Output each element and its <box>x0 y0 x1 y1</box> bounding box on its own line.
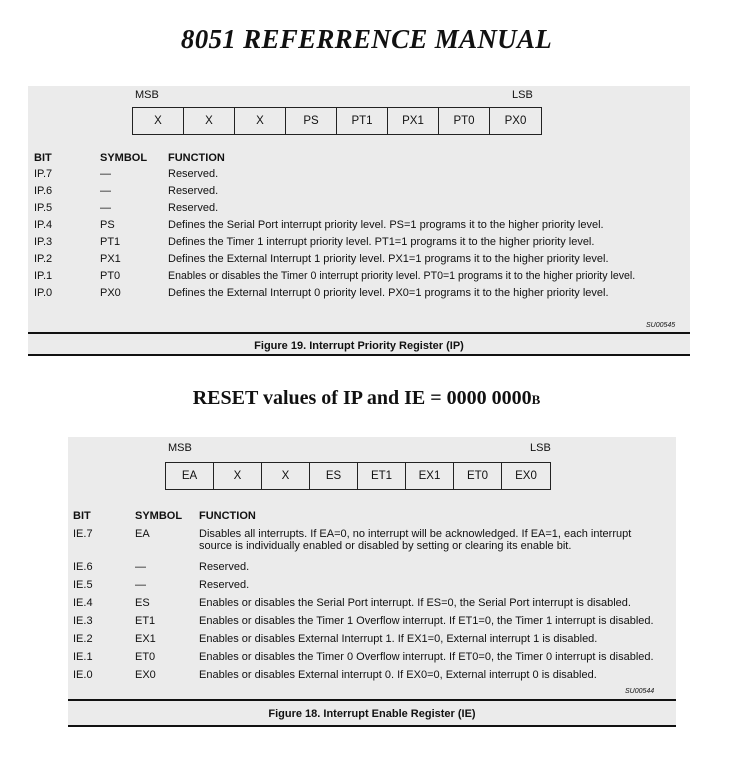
figure-caption: Figure 18. Interrupt Enable Register (IE) <box>268 708 476 720</box>
ie-header-function: FUNCTION <box>199 510 256 522</box>
function-cell: Defines the External Interrupt 1 priority level. PX1=1 programs it to the higher priority level. <box>168 253 609 265</box>
figure-caption: Figure 19. Interrupt Priority Register (IP) <box>254 340 464 352</box>
symbol-cell: ES <box>135 597 150 609</box>
divider <box>28 332 690 334</box>
ie-header-bit: BIT <box>73 510 91 522</box>
symbol-cell: — <box>100 202 111 214</box>
function-cell: Defines the External Interrupt 0 priority level. PX0=1 programs it to the higher priority level. <box>168 287 609 299</box>
ip-register-figure <box>28 86 690 356</box>
function-cell: Reserved. <box>168 202 219 214</box>
ie-bit-cell: EX0 <box>515 470 537 482</box>
figure-code: SU00544 <box>625 688 655 695</box>
symbol-cell: PT1 <box>100 236 121 248</box>
ie-msb-label: MSB <box>168 442 192 454</box>
divider <box>68 725 676 727</box>
ie-bit-field-box <box>165 462 551 490</box>
ie-bit-cell: ES <box>310 463 358 489</box>
ie-bit-cell: EA <box>166 463 214 489</box>
function-cell: Enables or disables the Serial Port interrupt. If ES=0, the Serial Port interrupt is disabled. <box>199 597 631 609</box>
symbol-cell: PT0 <box>100 270 121 282</box>
function-cell: Reserved. <box>199 579 250 591</box>
ie-header-symbol: SYMBOL <box>135 510 183 522</box>
symbol-cell: EA <box>135 528 150 540</box>
bit-cell: IE.7 <box>73 528 93 540</box>
bit-cell: IP.6 <box>34 185 53 197</box>
function-cell: Enables or disables External interrupt 0. If EX0=0, External interrupt 0 is disabled. <box>199 669 597 681</box>
bit-cell: IE.2 <box>73 633 93 645</box>
ip-bit-cell: PX1 <box>388 108 439 134</box>
ip-bit-cell: X <box>235 108 286 134</box>
function-line: source is individually enabled or disabled by setting or clearing its enable bit. <box>199 540 572 552</box>
symbol-cell: PS <box>100 219 115 231</box>
ip-lsb-label: LSB <box>512 89 533 101</box>
symbol-cell: — <box>135 579 146 591</box>
page-title: 8051 REFERRENCE MANUAL <box>180 24 553 54</box>
reset-text: RESET values of IP and IE = 0000 0000 <box>192 387 532 409</box>
ie-bit-cell: ET0 <box>454 463 502 489</box>
ip-header-bit: BIT <box>34 152 52 164</box>
function-cell <box>199 528 631 552</box>
ie-register-figure <box>68 437 676 727</box>
ip-bit-field-box <box>132 107 542 135</box>
ip-header-function: FUNCTION <box>168 152 225 164</box>
function-cell: Enables or disables the Timer 0 Overflow interrupt. If ET0=0, the Timer 0 interrupt is disabled. <box>199 651 654 663</box>
bit-cell: IP.7 <box>34 168 53 180</box>
function-cell: Enables or disables the Timer 1 Overflow interrupt. If ET1=0, the Timer 1 interrupt is disabled. <box>199 615 654 627</box>
bit-cell: IE.6 <box>73 561 93 573</box>
ip-bit-cell: PX0 <box>504 115 527 127</box>
ip-bit-cell: PT0 <box>439 108 490 134</box>
bit-cell: IE.4 <box>73 597 93 609</box>
ie-bit-cell: ET1 <box>358 463 406 489</box>
symbol-cell: ET0 <box>135 651 156 663</box>
divider <box>28 354 690 356</box>
bit-cell: IP.0 <box>34 287 53 299</box>
symbol-cell: EX0 <box>135 669 156 681</box>
bit-cell: IE.3 <box>73 615 93 627</box>
bit-cell: IE.1 <box>73 651 93 663</box>
ie-bit-cell: X <box>214 463 262 489</box>
function-line: Disables all interrupts. If EA=0, no interrupt will be acknowledged. If EA=1, each interrupt <box>199 528 632 540</box>
function-cell: Defines the Timer 1 interrupt priority level. PT1=1 programs it to the higher priority level. <box>168 236 595 248</box>
symbol-cell: PX1 <box>100 253 121 265</box>
bit-cell: IE.5 <box>73 579 93 591</box>
ip-msb-label: MSB <box>135 89 159 101</box>
bit-cell: IP.1 <box>34 270 53 282</box>
ip-bit-cell: X <box>133 108 184 134</box>
ie-bit-cell: EX1 <box>406 463 454 489</box>
ip-header-symbol: SYMBOL <box>100 152 148 164</box>
bit-cell: IE.0 <box>73 669 93 681</box>
ip-bit-cell: PT1 <box>337 108 388 134</box>
reset-subscript: B <box>531 392 541 407</box>
symbol-cell: ET1 <box>135 615 156 627</box>
bit-cell: IP.3 <box>34 236 53 248</box>
ie-bit-cell: X <box>262 463 310 489</box>
function-cell: Reserved. <box>199 561 250 573</box>
bit-cell: IP.5 <box>34 202 53 214</box>
bit-cell: IP.4 <box>34 219 53 231</box>
symbol-cell: — <box>135 561 146 573</box>
reset-values-heading <box>0 387 733 410</box>
function-cell: Reserved. <box>168 185 219 197</box>
symbol-cell: PX0 <box>100 287 121 299</box>
function-cell: Reserved. <box>168 168 219 180</box>
figure-code: SU00545 <box>646 322 676 329</box>
function-cell: Enables or disables the Timer 0 interrupt priority level. PT0=1 programs it to the higher priority level. <box>168 270 636 282</box>
ip-bit-cell: X <box>184 108 235 134</box>
ie-lsb-label: LSB <box>530 442 551 454</box>
function-cell: Defines the Serial Port interrupt priority level. PS=1 programs it to the higher priority level. <box>168 219 604 231</box>
ip-bit-cell: PS <box>286 108 337 134</box>
divider <box>68 699 676 701</box>
bit-cell: IP.2 <box>34 253 53 265</box>
function-cell: Enables or disables External Interrupt 1. If EX1=0, External interrupt 1 is disabled. <box>199 633 598 645</box>
symbol-cell: — <box>100 168 111 180</box>
symbol-cell: EX1 <box>135 633 156 645</box>
symbol-cell: — <box>100 185 111 197</box>
